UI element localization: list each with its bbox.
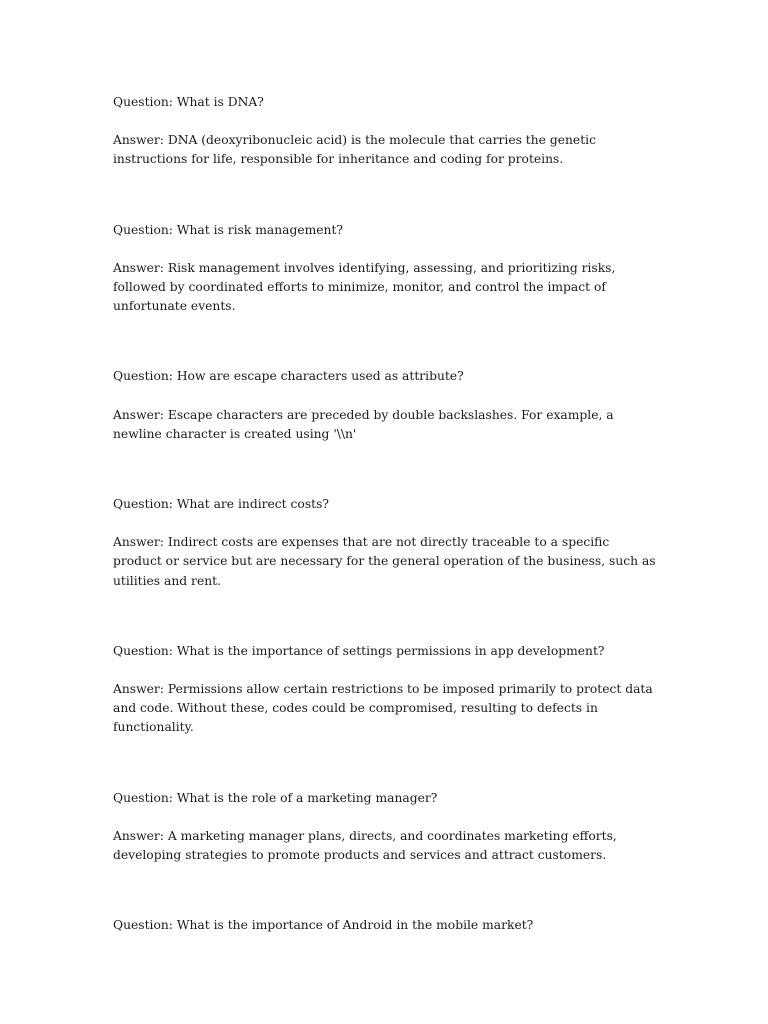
qa-entry-dna: [113, 93, 658, 170]
qa-entry-android: [113, 916, 658, 935]
answer-text: Answer: DNA (deoxyribonucleic acid) is the molecule that carries the genetic instructions for life, responsible for inheritance and coding for proteins.: [113, 133, 600, 167]
qa-entry-risk-management: [113, 221, 658, 317]
question-text: Question: What is risk management?: [113, 222, 343, 237]
answer-text: Answer: A marketing manager plans, directs, and coordinates marketing efforts, developing strategies to promote products and services and attract customers.: [113, 828, 621, 863]
answer-text: Answer: Escape characters are preceded by double backslashes. For example, a newline character is created using '\\n': [113, 407, 618, 441]
qa-entry-indirect-costs: [113, 495, 658, 591]
question-text: Question: What is the role of a marketing manager?: [113, 790, 438, 805]
question-text: Question: What is the importance of Android in the mobile market?: [113, 918, 534, 933]
question-text: Question: How are escape characters used as attribute?: [113, 369, 464, 384]
qa-entry-escape-characters: [113, 367, 658, 444]
answer-text: Answer: Indirect costs are expenses that are not directly traceable to a specific product or service but are necessary for the general operation of the business, such as utilities and rent.: [113, 535, 660, 588]
answer-text: Answer: Risk management involves identifying, assessing, and prioritizing risks, followed by coordinated efforts to minimize, monitor, and control the impact of unfortunate events.: [113, 260, 620, 314]
document-page: [113, 93, 658, 935]
qa-entry-marketing-manager: [113, 789, 658, 866]
question-text: Question: What is the importance of settings permissions in app development?: [113, 643, 605, 658]
question-text: Question: What is DNA?: [113, 95, 264, 109]
qa-entry-permissions: [113, 642, 658, 738]
answer-text: Answer: Permissions allow certain restrictions to be imposed primarily to protect data and code. Without these, codes could be compromised, resulting to defects in functionality.: [113, 682, 657, 735]
question-text: Question: What are indirect costs?: [113, 497, 329, 512]
